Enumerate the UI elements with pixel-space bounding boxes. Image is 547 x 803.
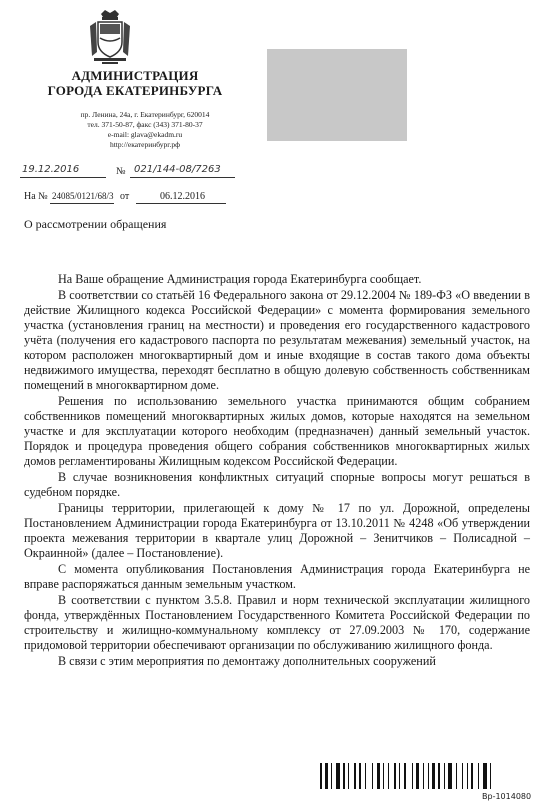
- org-line-2: ГОРОДА ЕКАТЕРИНБУРГА: [47, 83, 223, 98]
- barcode-bar: [416, 763, 419, 789]
- organization-name: [20, 68, 250, 98]
- barcode-bar: [325, 763, 328, 789]
- body-paragraph: Границы территории, прилегающей к дому № 17 по ул. Дорожной, определены Постановлением Администрации города Екатеринбурга от 13.10.2011 № 4248 «Об утверждении проекта межевания территории в квартале улиц Дорожной – Зенитчиков – Полисадной – Окраинной» (далее – Постановление).: [24, 501, 530, 560]
- barcode-bar: [428, 763, 429, 789]
- barcode-bar: [471, 763, 473, 789]
- reply-date-underline: [136, 203, 226, 204]
- body-paragraph: В соответствии с пунктом 3.5.8. Правил и норм технической эксплуатации жилищного фонда, утверждённых Постановлением Государственного Комитета Российской Федерации по строительству и жилищно-коммунальному комплексу от 27.09.2003 № 170, содержание придомовой территории обеспечивают организации по обслуживанию жилищного фонда.: [24, 593, 530, 652]
- number-label: №: [116, 166, 126, 177]
- outgoing-number: 021/144-08/7263: [134, 164, 221, 175]
- contact-block: [70, 110, 220, 150]
- body-paragraph: Решения по использованию земельного участка принимаются общим собранием собственников помещений многоквартирных жилых домов, которые находятся на земельном участке и для эксплуатации которого необходим (предназначен) данный земельный участок. Порядок и процедура проведения общего собрания собственников многоквартирных жилых домов регламентированы Жилищным кодексом Российской Федерации.: [24, 394, 530, 468]
- barcode-bar: [377, 763, 380, 789]
- barcode-bar: [448, 763, 452, 789]
- barcode-bar: [432, 763, 435, 789]
- city-coat-of-arms-icon: [88, 8, 132, 66]
- barcode-bar: [331, 763, 332, 789]
- phone-text: тел. 371-50-87, факс (343) 371-80-37: [87, 120, 203, 129]
- email-text: e-mail: glavа@ekadm.ru: [107, 130, 183, 139]
- barcode-bar: [359, 763, 361, 789]
- barcode-bar: [320, 763, 322, 789]
- barcode-bar: [444, 763, 445, 789]
- outgoing-date: 19.12.2016: [22, 164, 80, 175]
- reply-number-underline: [50, 203, 114, 204]
- body-paragraph: С момента опубликования Постановления Администрация города Екатеринбурга не вправе распоряжаться данным земельным участком.: [24, 562, 530, 591]
- body-paragraph: На Ваше обращение Администрация города Екатеринбурга сообщает.: [58, 272, 422, 286]
- reply-label: На №: [24, 191, 48, 202]
- barcode-bar: [483, 763, 487, 789]
- barcode-bar: [365, 763, 366, 789]
- date-underline: [20, 177, 106, 178]
- redacted-recipient-block: [267, 49, 407, 141]
- letter-body: [24, 272, 530, 670]
- body-paragraph: В случае возникновения конфликтных ситуаций спорные вопросы могут решаться в судебном порядке.: [24, 470, 530, 499]
- barcode-bar: [336, 763, 340, 789]
- letter-subject: О рассмотрении обращения: [24, 217, 167, 231]
- barcode-bar: [372, 763, 373, 789]
- barcode-bar: [478, 763, 479, 789]
- reply-date: 06.12.2016: [160, 191, 205, 202]
- barcode-bar: [388, 763, 389, 789]
- org-line-1: АДМИНИСТРАЦИЯ: [71, 68, 199, 83]
- website-text: http://екатеринбург.рф: [109, 140, 181, 149]
- barcode-bar: [462, 763, 463, 789]
- body-paragraph: В связи с этим мероприятия по демонтажу дополнительных сооружений: [58, 654, 436, 668]
- barcode-bar: [412, 763, 413, 789]
- barcode-bar: [467, 763, 468, 789]
- barcode-bar: [383, 763, 384, 789]
- barcode-bar: [348, 763, 349, 789]
- barcode-bar: [399, 763, 400, 789]
- barcode-bar: [456, 763, 457, 789]
- barcode-bar: [394, 763, 396, 789]
- barcode-bar: [490, 763, 491, 789]
- number-underline: [130, 177, 235, 178]
- body-paragraph: В соответствии со статьёй 16 Федерального закона от 29.12.2004 № 189-ФЗ «О введении в действие Жилищного кодекса Российской Федерации» с момента формирования земельного участка (установления границ на местности) и проведения его государственного кадастрового учёта (получения его кадастрового паспорта по результатам межевания) земельный участок, на котором расположен многоквартирный дом и иные входящие в состав такого дома объекты недвижимого имущества, переходят бесплатно в общую долевую собственность собственникам помещений в многоквартирном доме.: [24, 288, 530, 392]
- barcode-number: Вр-1014080: [482, 792, 532, 801]
- reply-number: 24085/0121/68/3: [52, 191, 114, 201]
- address-text: пр. Ленина, 24а, г. Екатеринбург, 620014: [80, 110, 210, 119]
- barcode-bar: [343, 763, 345, 789]
- barcode-bar: [354, 763, 356, 789]
- from-label: от: [120, 191, 130, 202]
- barcode-bar: [438, 763, 440, 789]
- barcode-bar: [423, 763, 424, 789]
- barcode-bar: [404, 763, 406, 789]
